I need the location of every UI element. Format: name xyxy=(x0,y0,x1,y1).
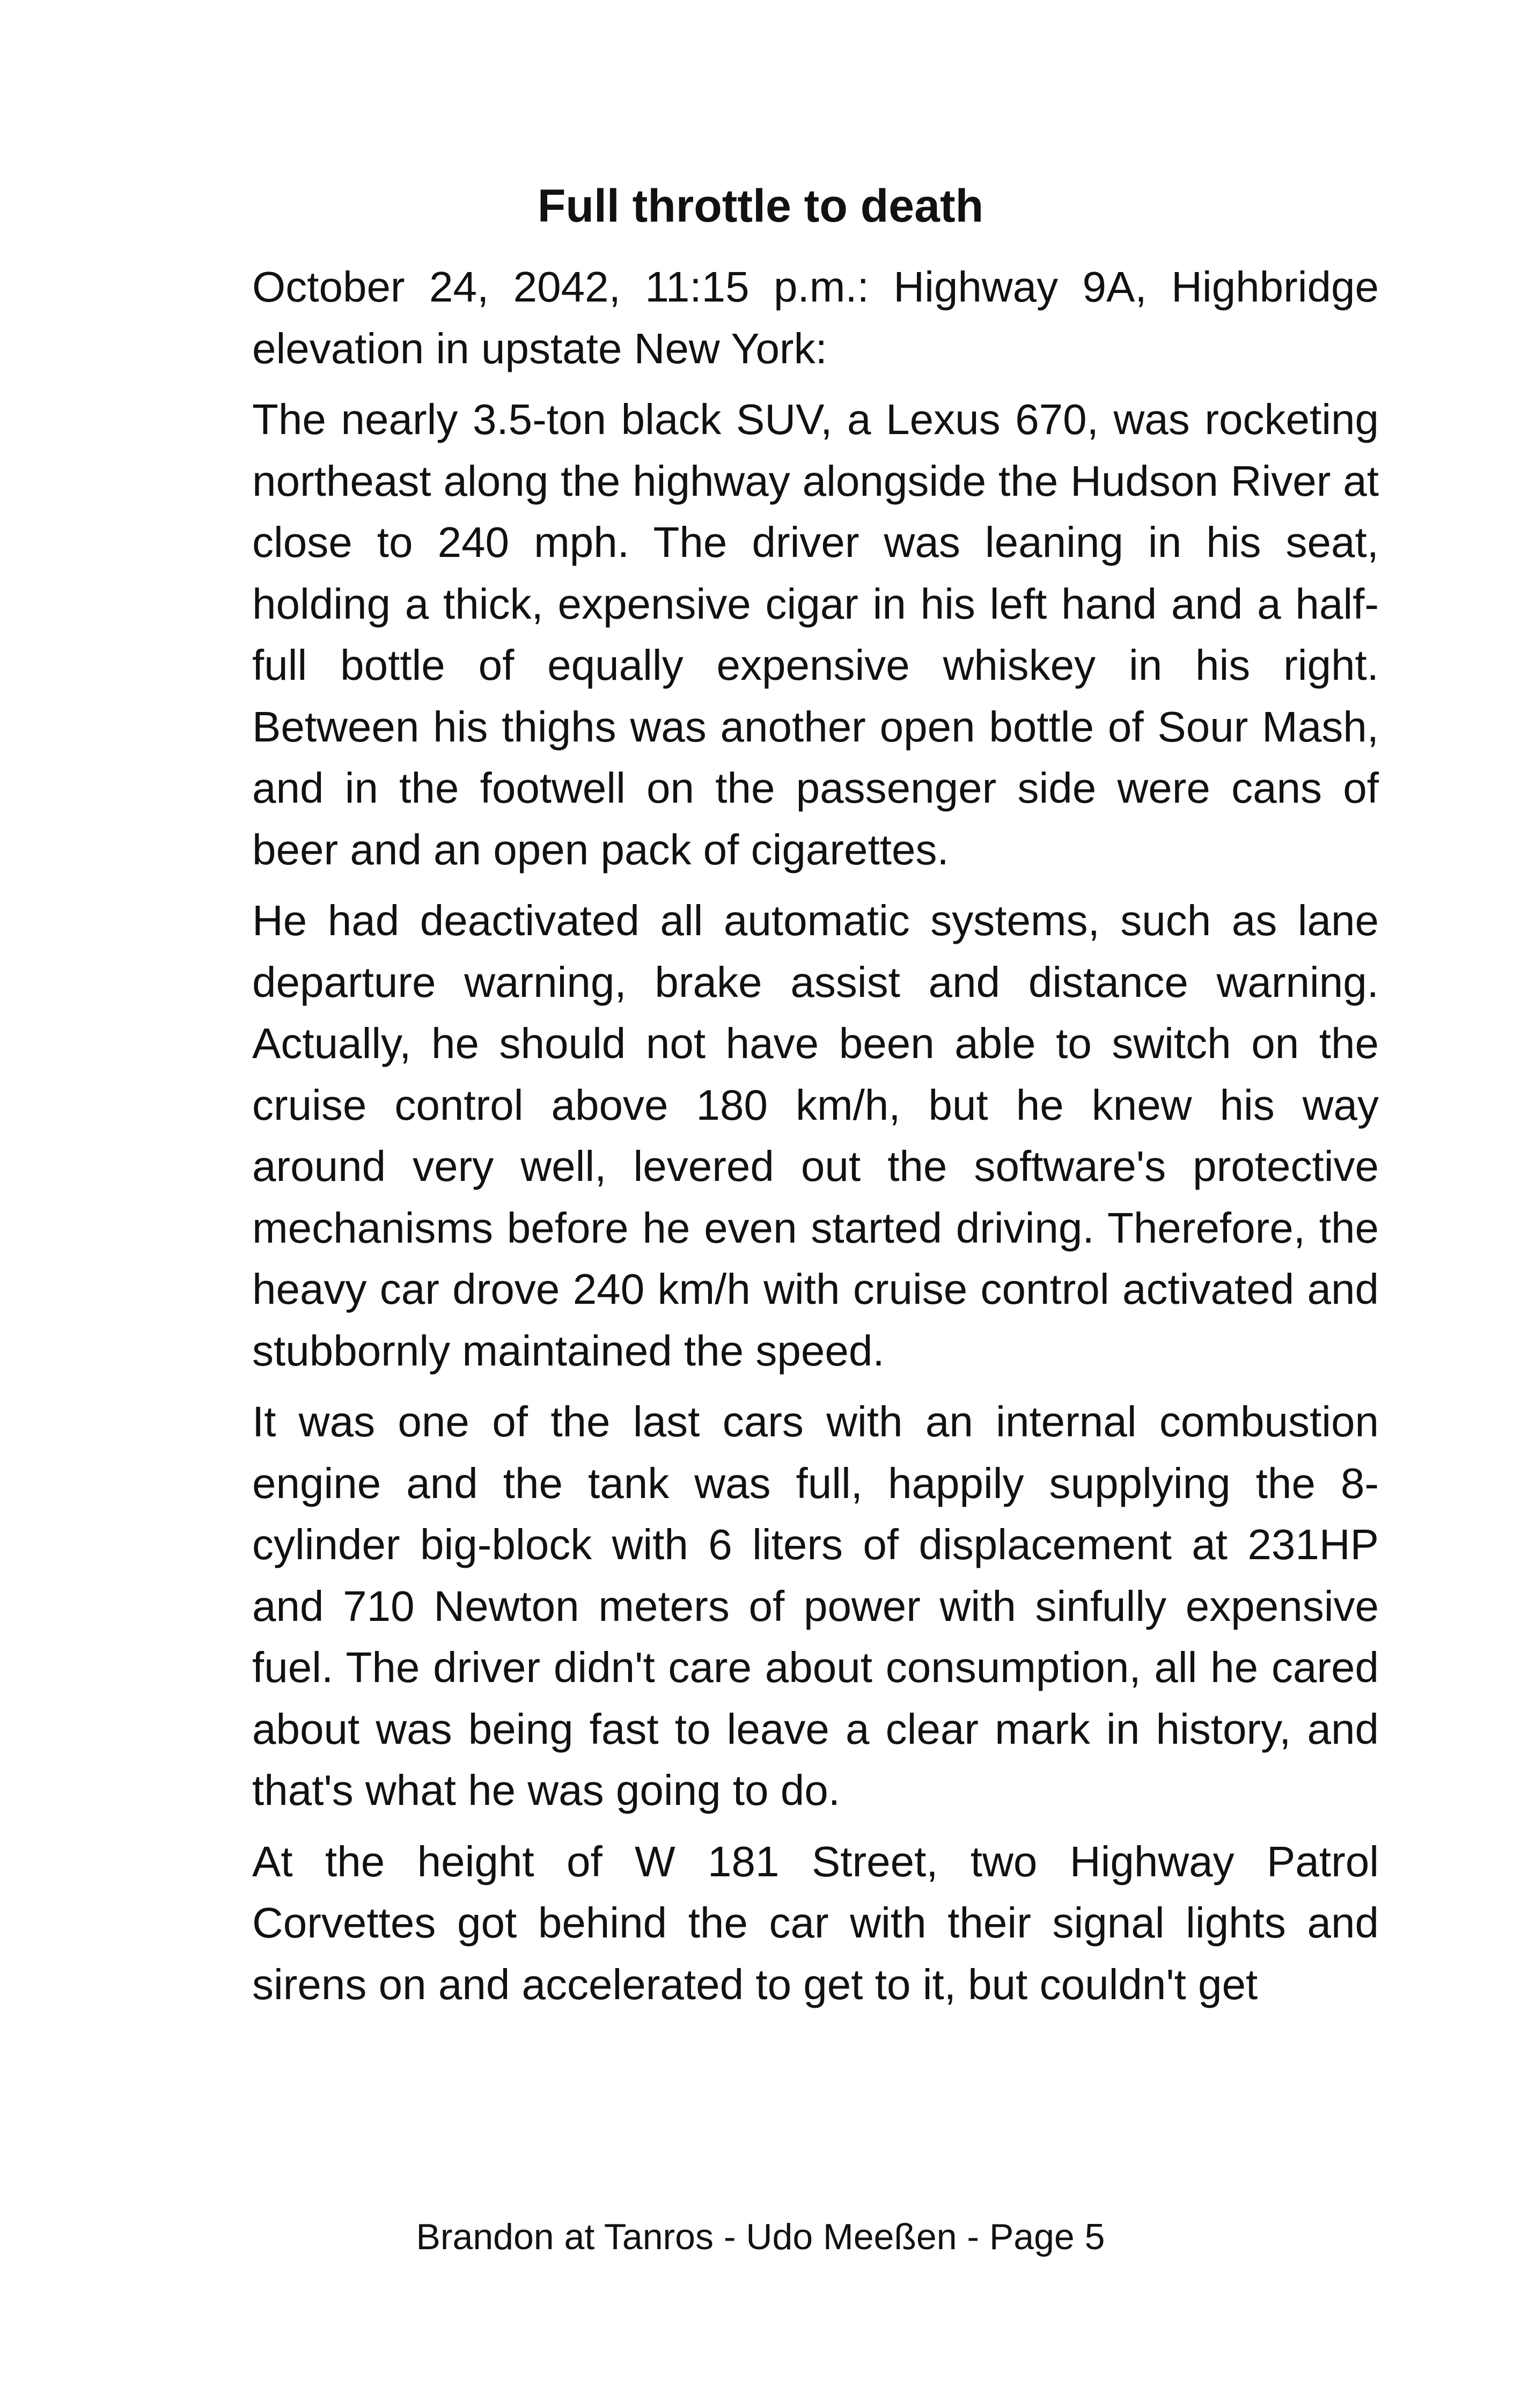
paragraph-highway-patrol: At the height of W 181 Street, two Highway Patrol Corvettes got behind the car with their signal lights and sirens on and accelerated to get to it, but couldn't get xyxy=(252,1837,1379,2008)
paragraph-engine: It was one of the last cars with an internal combustion engine and the tank was full, happily supplying the 8-cylinder big-block with 6 liters of displacement at 231HP and 710 Newton meters of power with sinfully expensive fuel. The driver didn't care about consumption, all he cared about was being fast to leave a clear mark in history, and that's what he was going to do. xyxy=(252,1398,1379,1814)
chapter-title: Full throttle to death xyxy=(537,180,984,232)
paragraph-systems: He had deactivated all automatic systems, such as lane departure warning, brake assist and distance warning. Actually, he should not have been able to switch on the cruise control above 180 km/h, but he knew his way around very well, levered out the software's protective mechanisms before he even started driving. Therefore, the heavy car drove 240 km/h with cruise control activated and stubbornly maintained the speed. xyxy=(252,897,1379,1375)
page-footer: Brandon at Tanros - Udo Meeßen - Page 5 xyxy=(416,2216,1105,2257)
body-text xyxy=(252,256,1379,2025)
paragraph-date-location: October 24, 2042, 11:15 p.m.: Highway 9A, Highbridge elevation in upstate New York: xyxy=(252,263,1379,372)
paragraph-suv: The nearly 3.5-ton black SUV, a Lexus 670, was rocketing northeast along the highway alongside the Hudson River at close to 240 mph. The driver was leaning in his seat, holding a thick, expensive cigar in his left hand and a half-full bottle of equally expensive whiskey in his right. Between his thighs was another open bottle of Sour Mash, and in the footwell on the passenger side were cans of beer and an open pack of cigarettes. xyxy=(252,395,1379,873)
